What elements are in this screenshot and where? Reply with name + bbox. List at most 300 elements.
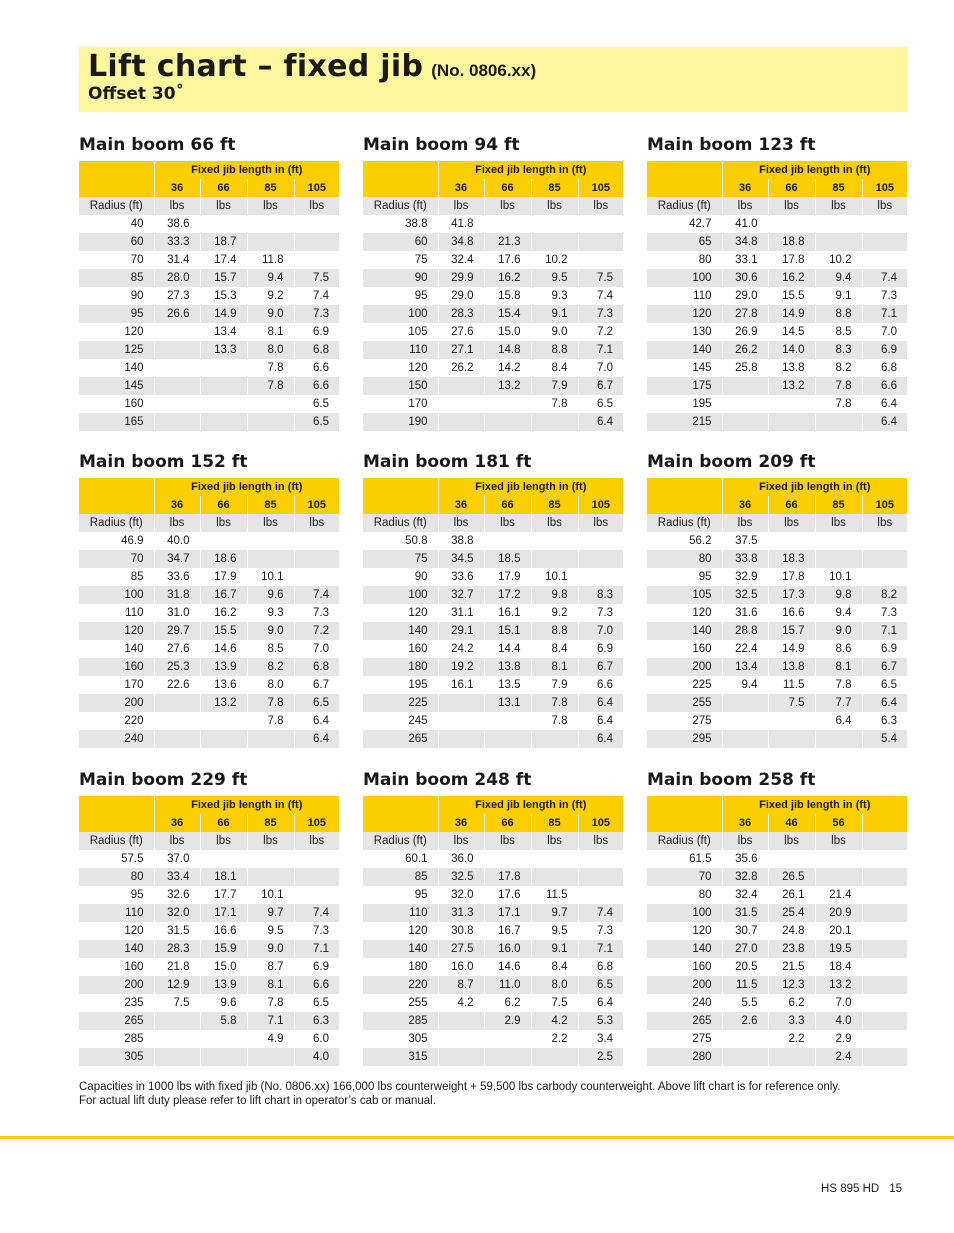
capacity-cell: 5.4	[862, 730, 907, 748]
capacity-cell: 14.2	[484, 359, 531, 377]
capacity-cell: 7.1	[578, 940, 623, 958]
jib-length-value: 105	[578, 496, 623, 514]
corner-cell	[647, 161, 722, 179]
capacity-cell: 14.5	[768, 323, 815, 341]
capacity-cell: 27.8	[722, 305, 768, 323]
capacity-cell: 18.5	[484, 550, 531, 568]
capacity-cell	[862, 850, 907, 868]
capacity-cell: 9.2	[247, 287, 294, 305]
capacity-cell: 16.7	[200, 586, 247, 604]
capacity-cell: 6.2	[484, 994, 531, 1012]
table-row	[79, 604, 339, 622]
table-row	[363, 904, 623, 922]
capacity-cell	[722, 1048, 768, 1066]
capacity-cell: 8.3	[815, 341, 862, 359]
unit-label: lbs	[484, 514, 531, 532]
lift-table	[647, 796, 907, 1066]
radius-cell: 160	[79, 658, 154, 676]
capacity-cell	[154, 1012, 200, 1030]
capacity-cell: 11.0	[484, 976, 531, 994]
capacity-cell: 32.0	[438, 886, 484, 904]
radius-cell: 120	[647, 922, 722, 940]
capacity-cell: 7.4	[862, 269, 907, 287]
capacity-cell	[862, 940, 907, 958]
capacity-cell	[862, 532, 907, 550]
radius-cell: 240	[79, 730, 154, 748]
capacity-cell	[815, 730, 862, 748]
capacity-cell: 7.4	[597, 290, 614, 302]
radius-cell: 50.8	[363, 532, 438, 550]
capacity-cell	[154, 694, 200, 712]
capacity-cell	[294, 850, 339, 868]
radius-cell: 46.9	[79, 532, 154, 550]
radius-cell: 110	[363, 341, 438, 359]
table-row	[647, 958, 907, 976]
capacity-cell: 8.0	[531, 976, 578, 994]
corner-cell	[363, 161, 438, 179]
capacity-cell	[578, 233, 623, 251]
unit-label: lbs	[722, 514, 768, 532]
capacity-cell	[438, 712, 484, 730]
corner-cell	[363, 496, 438, 514]
capacity-cell: 18.1	[200, 868, 247, 886]
radius-cell: 150	[363, 377, 438, 395]
capacity-cell: 25.3	[154, 658, 200, 676]
table-row	[79, 868, 339, 886]
boom-chart-title: Main boom 181 ft	[363, 452, 532, 472]
capacity-cell	[722, 413, 768, 431]
radius-cell: 305	[79, 1048, 154, 1066]
capacity-cell: 8.1	[247, 323, 294, 341]
capacity-cell: 31.6	[722, 604, 768, 622]
jib-length-value: 36	[154, 179, 200, 197]
jib-length-value: 85	[531, 496, 578, 514]
title-banner	[79, 47, 908, 112]
capacity-cell	[768, 413, 815, 431]
capacity-cell	[484, 1048, 531, 1066]
capacity-cell: 16.0	[438, 958, 484, 976]
capacity-cell: 7.3	[578, 305, 623, 323]
capacity-cell: 7.3	[881, 607, 898, 619]
capacity-cell	[768, 215, 815, 233]
capacity-cell: 31.4	[154, 251, 200, 269]
footer-model: HS 895 HD	[821, 1183, 880, 1195]
capacity-cell: 6.7	[313, 679, 330, 691]
radius-cell: 140	[79, 640, 154, 658]
capacity-cell: 15.0	[200, 958, 247, 976]
capacity-cell: 6.4	[578, 694, 623, 712]
table-row	[79, 359, 339, 377]
table-row	[79, 215, 339, 233]
capacity-cell	[815, 850, 862, 868]
capacity-cell: 16.2	[484, 269, 531, 287]
capacity-cell: 12.9	[154, 976, 200, 994]
capacity-cell: 10.1	[247, 568, 294, 586]
capacity-cell: 8.4	[531, 958, 578, 976]
capacity-cell: 33.4	[154, 868, 200, 886]
radius-cell: 170	[363, 395, 438, 413]
capacity-cell: 30.6	[722, 269, 768, 287]
capacity-cell	[815, 550, 862, 568]
radius-header: Radius (ft)	[647, 832, 722, 850]
corner-cell	[647, 814, 722, 832]
capacity-cell	[578, 868, 623, 886]
capacity-cell	[294, 568, 339, 586]
capacity-cell: 21.4	[815, 886, 862, 904]
capacity-cell: 2.4	[815, 1048, 862, 1066]
capacity-cell: 3.4	[597, 1033, 614, 1045]
table-row	[647, 1048, 907, 1066]
table-row	[647, 586, 907, 604]
jib-length-header: Fixed jib length in (ft)	[722, 478, 907, 496]
capacity-cell: 18.6	[200, 550, 247, 568]
table-row	[363, 359, 623, 377]
capacity-cell	[722, 1030, 768, 1048]
table-row	[79, 395, 339, 413]
capacity-cell: 31.3	[438, 904, 484, 922]
capacity-cell: 8.0	[247, 676, 294, 694]
capacity-cell: 2.2	[531, 1030, 578, 1048]
capacity-cell: 7.8	[531, 712, 578, 730]
capacity-cell: 13.5	[484, 676, 531, 694]
radius-cell: 265	[79, 1012, 154, 1030]
capacity-cell: 15.5	[768, 287, 815, 305]
capacity-cell	[294, 251, 339, 269]
capacity-cell: 17.9	[484, 568, 531, 586]
capacity-cell: 13.6	[200, 676, 247, 694]
unit-label: lbs	[531, 197, 578, 215]
table-row	[647, 994, 907, 1012]
table-row	[647, 377, 907, 395]
capacity-cell: 15.1	[484, 622, 531, 640]
unit-label: lbs	[438, 832, 484, 850]
capacity-cell	[862, 1012, 907, 1030]
table-row	[79, 712, 339, 730]
capacity-cell	[438, 1030, 484, 1048]
radius-cell: 200	[79, 694, 154, 712]
capacity-cell: 6.8	[881, 362, 898, 374]
radius-cell: 295	[647, 730, 722, 748]
boom-chart	[647, 770, 907, 1066]
capacity-cell: 16.1	[484, 604, 531, 622]
page-number: 15	[889, 1183, 902, 1195]
corner-cell	[647, 496, 722, 514]
jib-length-value: 85	[247, 179, 294, 197]
jib-length-value: 36	[722, 179, 768, 197]
jib-length-value: 105	[294, 814, 339, 832]
boom-chart-title: Main boom 123 ft	[647, 135, 816, 155]
corner-cell	[79, 179, 154, 197]
capacity-cell: 7.8	[815, 377, 862, 395]
radius-cell: 105	[363, 323, 438, 341]
table-row	[647, 550, 907, 568]
table-row	[363, 622, 623, 640]
radius-cell: 56.2	[647, 532, 722, 550]
radius-cell: 160	[647, 640, 722, 658]
capacity-cell: 15.8	[484, 287, 531, 305]
capacity-cell: 15.3	[200, 287, 247, 305]
capacity-cell	[768, 1048, 815, 1066]
capacity-cell: 3.3	[768, 1012, 815, 1030]
capacity-cell	[862, 215, 907, 233]
capacity-cell	[200, 1030, 247, 1048]
capacity-cell: 6.3	[294, 1012, 339, 1030]
unit-label: lbs	[154, 514, 200, 532]
table-row	[79, 730, 339, 748]
jib-length-value: 105	[862, 496, 907, 514]
capacity-cell: 6.4	[881, 398, 898, 410]
table-row	[647, 940, 907, 958]
capacity-cell: 6.2	[768, 994, 815, 1012]
capacity-cell	[294, 886, 339, 904]
radius-cell: 285	[363, 1012, 438, 1030]
boom-chart-title: Main boom 258 ft	[647, 770, 816, 790]
table-row	[79, 1048, 339, 1066]
table-row	[647, 868, 907, 886]
table-row	[79, 976, 339, 994]
capacity-cell: 15.0	[484, 323, 531, 341]
capacity-cell: 9.1	[531, 940, 578, 958]
capacity-cell: 7.1	[578, 341, 623, 359]
table-row	[79, 922, 339, 940]
capacity-cell: 18.4	[815, 958, 862, 976]
capacity-cell: 7.9	[531, 377, 578, 395]
jib-length-header: Fixed jib length in (ft)	[722, 796, 907, 814]
radius-cell: 315	[363, 1048, 438, 1066]
capacity-cell	[862, 904, 907, 922]
radius-header: Radius (ft)	[363, 197, 438, 215]
capacity-cell: 17.2	[484, 586, 531, 604]
capacity-cell: 9.6	[247, 586, 294, 604]
table-row	[647, 359, 907, 377]
capacity-cell: 6.4	[578, 730, 623, 748]
boom-chart-title: Main boom 94 ft	[363, 135, 520, 155]
capacity-cell: 38.6	[154, 215, 200, 233]
capacity-cell	[862, 1030, 907, 1048]
table-row	[363, 604, 623, 622]
capacity-cell: 9.6	[200, 994, 247, 1012]
table-row	[647, 886, 907, 904]
unit-label: lbs	[531, 832, 578, 850]
capacity-cell: 27.3	[154, 287, 200, 305]
boom-chart	[79, 135, 339, 431]
radius-cell: 225	[647, 676, 722, 694]
table-row	[647, 850, 907, 868]
capacity-cell: 34.5	[438, 550, 484, 568]
unit-label	[862, 832, 907, 850]
capacity-cell: 13.1	[484, 694, 531, 712]
radius-cell: 85	[363, 868, 438, 886]
capacity-cell: 6.8	[597, 961, 614, 973]
radius-cell: 120	[79, 922, 154, 940]
capacity-cell: 6.9	[313, 961, 330, 973]
capacity-cell: 7.8	[247, 712, 294, 730]
jib-length-value: 56	[815, 814, 862, 832]
capacity-cell: 8.8	[531, 622, 578, 640]
capacity-cell: 7.1	[247, 1012, 294, 1030]
unit-label: lbs	[154, 832, 200, 850]
capacity-cell	[484, 1030, 531, 1048]
capacity-cell: 11.5	[768, 676, 815, 694]
capacity-cell: 7.5	[294, 269, 339, 287]
capacity-cell	[294, 233, 339, 251]
capacity-cell: 6.9	[862, 341, 907, 359]
capacity-cell: 13.4	[722, 658, 768, 676]
capacity-cell	[768, 850, 815, 868]
capacity-cell	[578, 850, 623, 868]
table-row	[647, 694, 907, 712]
capacity-cell: 7.8	[247, 694, 294, 712]
unit-label: lbs	[578, 832, 623, 850]
capacity-cell	[531, 730, 578, 748]
radius-cell: 200	[79, 976, 154, 994]
capacity-cell: 7.2	[597, 326, 614, 338]
table-row	[363, 1012, 623, 1030]
capacity-cell: 2.6	[722, 1012, 768, 1030]
unit-label: lbs	[154, 197, 200, 215]
table-row	[363, 994, 623, 1012]
capacity-cell: 28.8	[722, 622, 768, 640]
capacity-cell	[862, 233, 907, 251]
unit-label: lbs	[294, 197, 339, 215]
capacity-cell: 7.0	[313, 643, 330, 655]
table-row	[647, 1012, 907, 1030]
radius-header: Radius (ft)	[647, 197, 722, 215]
radius-cell: 42.7	[647, 215, 722, 233]
capacity-cell: 7.1	[862, 305, 907, 323]
jib-length-value: 36	[438, 496, 484, 514]
capacity-cell: 8.2	[247, 658, 294, 676]
jib-length-value: 66	[768, 179, 815, 197]
capacity-cell: 9.0	[815, 622, 862, 640]
corner-cell	[647, 478, 722, 496]
capacity-cell: 18.7	[200, 233, 247, 251]
capacity-cell	[815, 532, 862, 550]
capacity-cell: 9.0	[247, 305, 294, 323]
radius-cell: 85	[79, 269, 154, 287]
corner-cell	[79, 161, 154, 179]
capacity-cell: 7.3	[294, 305, 339, 323]
radius-cell: 100	[647, 269, 722, 287]
capacity-cell: 17.1	[200, 904, 247, 922]
table-row	[647, 287, 907, 305]
capacity-cell: 7.8	[531, 395, 578, 413]
capacity-cell: 31.0	[154, 604, 200, 622]
table-row	[363, 287, 623, 305]
capacity-cell	[200, 215, 247, 233]
capacity-cell: 12.3	[768, 976, 815, 994]
table-row	[647, 904, 907, 922]
capacity-cell	[154, 341, 200, 359]
boom-chart-title: Main boom 248 ft	[363, 770, 532, 790]
radius-cell: 195	[647, 395, 722, 413]
capacity-cell	[531, 850, 578, 868]
table-row	[79, 269, 339, 287]
radius-cell: 140	[647, 341, 722, 359]
capacity-cell	[578, 886, 623, 904]
capacity-cell: 7.9	[531, 676, 578, 694]
capacity-cell: 4.9	[247, 1030, 294, 1048]
radius-cell: 180	[363, 658, 438, 676]
capacity-cell: 7.5	[578, 269, 623, 287]
unit-label: lbs	[862, 514, 907, 532]
capacity-cell	[200, 359, 247, 377]
capacity-cell: 6.4	[597, 715, 614, 727]
table-row	[647, 604, 907, 622]
capacity-cell: 7.3	[313, 607, 330, 619]
capacity-cell	[578, 568, 623, 586]
capacity-cell: 18.3	[768, 550, 815, 568]
corner-cell	[79, 814, 154, 832]
unit-label: lbs	[768, 514, 815, 532]
table-row	[363, 658, 623, 676]
radius-cell: 160	[647, 958, 722, 976]
capacity-cell: 16.6	[200, 922, 247, 940]
unit-label: lbs	[815, 197, 862, 215]
capacity-cell	[722, 395, 768, 413]
capacity-cell: 32.5	[722, 586, 768, 604]
table-row	[79, 994, 339, 1012]
capacity-cell	[247, 215, 294, 233]
boom-chart	[647, 452, 907, 748]
table-row	[647, 658, 907, 676]
radius-cell: 245	[363, 712, 438, 730]
radius-cell: 70	[79, 550, 154, 568]
radius-cell: 90	[79, 287, 154, 305]
capacity-cell: 7.4	[294, 904, 339, 922]
capacity-cell: 16.6	[768, 604, 815, 622]
unit-label: lbs	[294, 514, 339, 532]
capacity-cell: 26.2	[438, 359, 484, 377]
jib-length-value: 85	[247, 496, 294, 514]
capacity-cell	[768, 395, 815, 413]
capacity-cell: 14.6	[200, 640, 247, 658]
capacity-cell: 41.0	[722, 215, 768, 233]
radius-cell: 61.5	[647, 850, 722, 868]
capacity-cell: 6.5	[313, 997, 330, 1009]
capacity-cell	[200, 413, 247, 431]
jib-length-value: 66	[484, 179, 531, 197]
table-row	[363, 586, 623, 604]
capacity-cell: 33.3	[154, 233, 200, 251]
capacity-cell: 9.5	[531, 922, 578, 940]
table-row	[647, 622, 907, 640]
capacity-cell	[531, 532, 578, 550]
table-row	[363, 640, 623, 658]
capacity-cell: 9.3	[247, 604, 294, 622]
capacity-cell: 9.5	[531, 269, 578, 287]
capacity-cell: 17.1	[484, 904, 531, 922]
capacity-cell: 17.8	[768, 568, 815, 586]
table-row	[363, 341, 623, 359]
lift-table	[79, 796, 339, 1066]
jib-length-value: 85	[531, 179, 578, 197]
radius-cell: 130	[647, 323, 722, 341]
radius-header: Radius (ft)	[363, 832, 438, 850]
unit-label: lbs	[200, 514, 247, 532]
capacity-cell: 8.0	[247, 341, 294, 359]
boom-chart	[363, 770, 623, 1066]
unit-label: lbs	[815, 832, 862, 850]
capacity-cell: 13.3	[200, 341, 247, 359]
radius-cell: 105	[647, 586, 722, 604]
capacity-cell: 4.0	[815, 1012, 862, 1030]
radius-cell: 85	[79, 568, 154, 586]
radius-cell: 60.1	[363, 850, 438, 868]
capacity-cell: 9.1	[531, 305, 578, 323]
capacity-cell: 8.1	[531, 658, 578, 676]
capacity-cell	[438, 395, 484, 413]
